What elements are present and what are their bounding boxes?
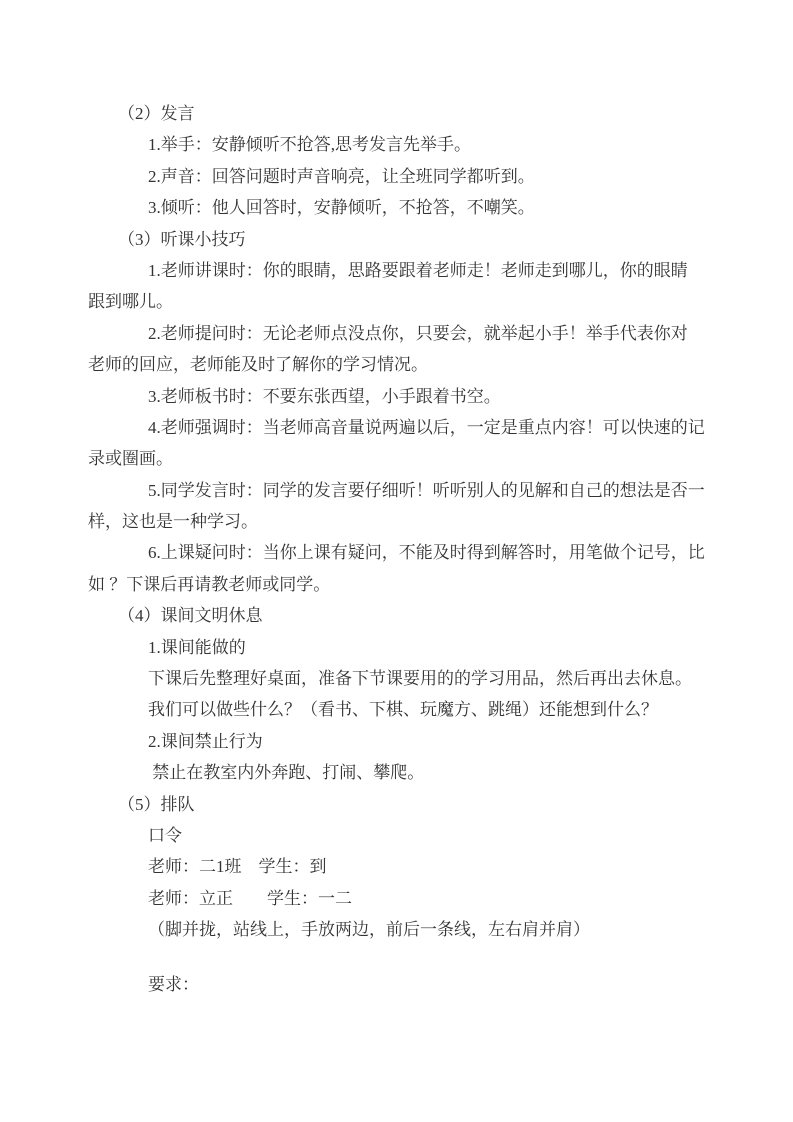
- text-line: 跟到哪儿。: [88, 292, 173, 312]
- text-line: 样，这也是一种学习。: [88, 512, 258, 532]
- text-line: 6.上课疑问时：当你上课有疑问，不能及时得到解答时，用笔做个记号，比: [148, 543, 705, 563]
- text-line: （3）听课小技巧: [118, 229, 246, 249]
- text-line: 口令: [148, 825, 182, 845]
- text-line: 要求：: [148, 974, 199, 994]
- text-line: （脚并拢，站线上，手放两边，前后一条线，左右肩并肩）: [148, 920, 590, 940]
- text-line: 5.同学发言时：同学的发言要仔细听！听听别人的见解和自己的想法是否一: [148, 480, 705, 500]
- text-line: 1.课间能做的: [148, 637, 246, 657]
- text-line: 1.举手：安静倾听不抢答,思考发言先举手。: [148, 135, 471, 155]
- text-line: 2.老师提问时：无论老师点没点你，只要会，就举起小手！举手代表你对: [148, 323, 688, 343]
- text-line: 老师：立正 学生：一二: [148, 888, 352, 908]
- document-lines: [0, 98, 793, 1000]
- text-line: 1.老师讲课时：你的眼睛，思路要跟着老师走！老师走到哪儿，你的眼睛: [148, 260, 688, 280]
- text-line: （5）排队: [118, 794, 195, 814]
- text-line: 2.声音：回答问题时声音响亮，让全班同学都听到。: [148, 166, 535, 186]
- text-line: （4）课间文明休息: [118, 606, 263, 626]
- text-line: 老师：二1班 学生：到: [148, 857, 327, 877]
- text-line: 3.老师板书时：不要东张西望，小手跟着书空。: [148, 386, 501, 406]
- text-line: 4.老师强调时：当老师高音量说两遍以后，一定是重点内容！可以快速的记: [148, 417, 705, 437]
- text-line: 下课后先整理好桌面，准备下节课要用的的学习用品，然后再出去休息。: [148, 669, 692, 689]
- text-line: （2）发言: [118, 104, 195, 123]
- text-line: 禁止在教室内外奔跑、打闹、攀爬。: [148, 763, 425, 783]
- text-line: 我们可以做些什么？（看书、下棋、玩魔方、跳绳）还能想到什么？: [148, 700, 658, 720]
- text-line: 如 ？下课后再请教老师或同学。: [88, 574, 331, 594]
- blank-line: [0, 946, 793, 969]
- text-line: 老师的回应，老师能及时了解你的学习情况。: [88, 355, 428, 375]
- text-line: 录或圈画。: [88, 449, 173, 469]
- text-line: 2.课间禁止行为: [148, 731, 263, 751]
- text-line: 3.倾听：他人回答时，安静倾听，不抢答，不嘲笑。: [148, 198, 535, 218]
